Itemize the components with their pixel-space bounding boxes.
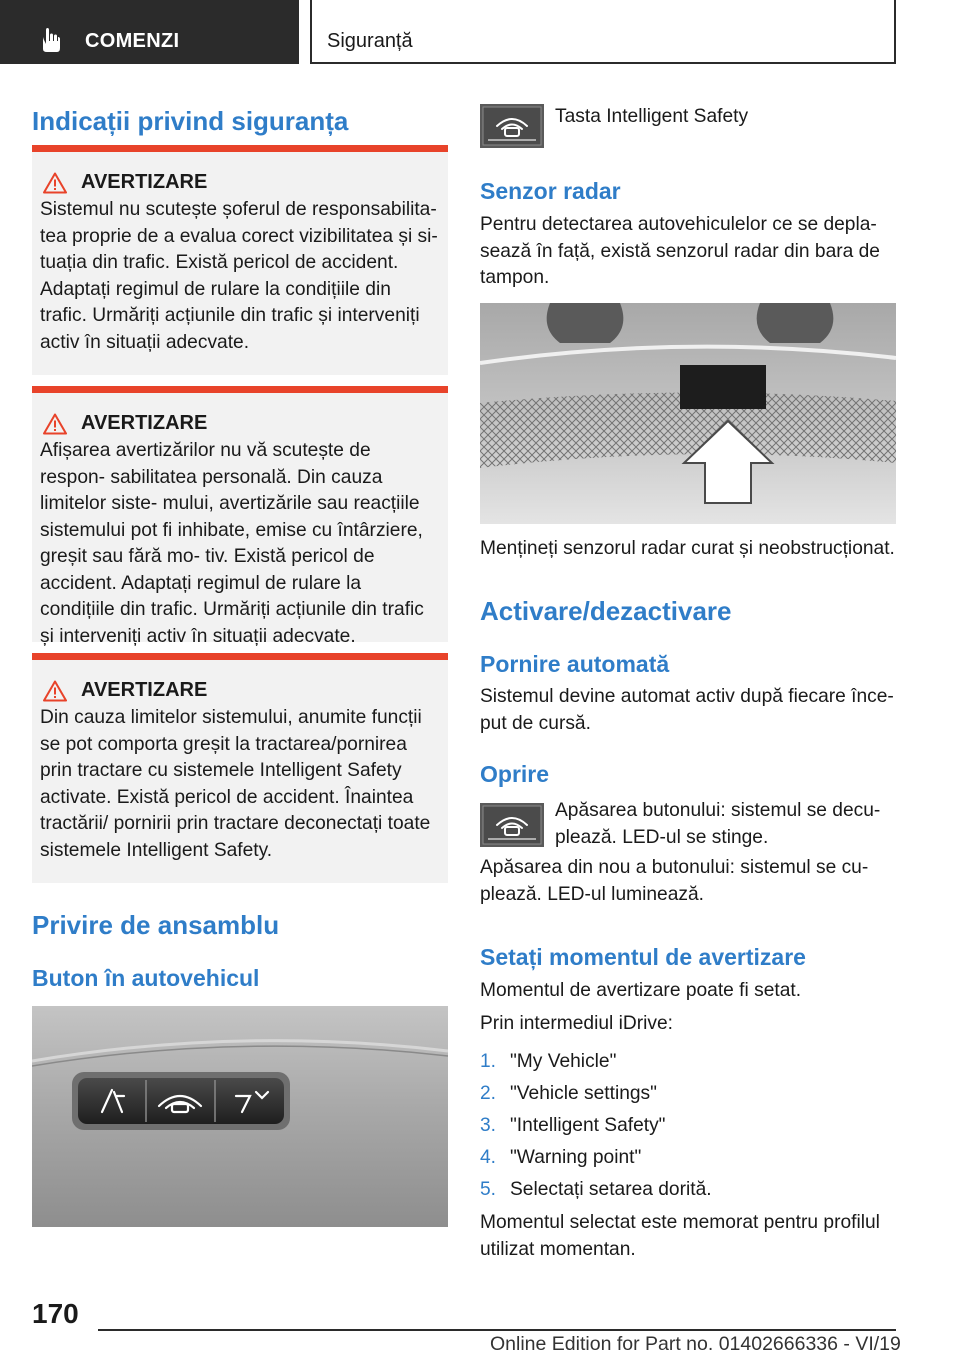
list-item: 4. "Warning point" — [480, 1147, 642, 1168]
radar-heading: Senzor radar — [480, 178, 621, 204]
autostart-text: Sistemul devine automat activ după fiecare înce- put de cursă. — [480, 686, 894, 734]
chapter-tab — [310, 0, 896, 64]
warning-label: AVERTIZARE — [81, 171, 208, 193]
button-subheading: Buton în autovehicul — [32, 965, 260, 991]
warning-triangle-icon — [43, 172, 67, 194]
footer-divider — [98, 1329, 896, 1331]
warning-text: Sistemul nu scutește șoferul de responsabilita- tea proprie de a evalua corect vizibilitatea și si- tuația din trafic. Există pericol de accident. Adaptați regimul de rulare la condițiile din trafic. Urmăriți acțiunile din trafic și interveniți activ în situații adecvate. — [40, 199, 438, 353]
off-heading: Oprire — [480, 761, 550, 787]
off-text-2: Apăsarea din nou a butonului: sistemul se cu- plează. LED-ul luminează. — [480, 857, 869, 905]
page-number: 170 — [32, 1298, 79, 1329]
warntime-text-1: Momentul de avertizare poate fi setat. — [480, 980, 802, 1001]
warning-box-3 — [32, 653, 448, 883]
radar-sensor-image — [480, 303, 896, 524]
autostart-heading: Pornire automată — [480, 651, 670, 677]
warning-text: Afișarea avertizărilor nu vă scutește de respon- sabilitatea personală. Din cauza limitelor siste- mului, avertizările sau reacțiile sistemului pot fi inhibate, emise cu întârziere, greșit sau fără mo- tiv. Există pericol de accident. Adaptați regimul de rulare la condițiile din trafic. Urmăriți acțiunile din trafic și interveniți activ în situații adecvate. — [40, 440, 424, 647]
activation-heading: Activare/dezactivare — [480, 596, 732, 626]
idrive-steps — [480, 1046, 900, 1206]
intelligent-safety-button-icon — [480, 803, 544, 847]
warning-box-1 — [32, 145, 448, 375]
page-title: Indicații privind siguranța — [32, 106, 349, 136]
list-item: 2. "Vehicle settings" — [480, 1083, 657, 1104]
warning-box-2 — [32, 386, 448, 647]
final-text: Momentul selectat este memorat pentru profilul utilizat momentan. — [480, 1212, 880, 1260]
warning-label: AVERTIZARE — [81, 679, 208, 701]
list-item: 3. "Intelligent Safety" — [480, 1115, 666, 1136]
warning-text: Din cauza limitelor sistemului, anumite funcții se pot comporta greșit la tractarea/pornirea prin tractare cu sistemele Intelligent Safety activate. Există pericol de accident. Înaintea tractării/ pornirii prin tractare deconectați toate sistemele Intelligent Safety. — [40, 707, 431, 861]
section-label: COMENZI — [85, 30, 180, 52]
list-item: 1. "My Vehicle" — [480, 1051, 617, 1072]
hand-pointer-icon — [38, 27, 64, 53]
button-caption: Tasta Intelligent Safety — [555, 106, 749, 127]
overview-heading: Privire de ansamblu — [32, 910, 280, 940]
list-item: 5. Selectați setarea dorită. — [480, 1179, 712, 1200]
warning-triangle-icon — [43, 413, 67, 435]
warning-triangle-icon — [43, 680, 67, 702]
radar-text: Pentru detectarea autovehiculelor ce se depla- sează în față, există senzorul radar din bara de tampon. — [480, 214, 880, 288]
chapter-label: Siguranță — [327, 30, 413, 52]
section-tab — [0, 0, 299, 64]
off-text-1: Apăsarea butonului: sistemul se decu- plează. LED-ul se stinge. — [555, 800, 881, 848]
warntime-text-2: Prin intermediul iDrive: — [480, 1013, 673, 1034]
radar-caption: Mențineți senzorul radar curat și neobstrucționat. — [480, 538, 895, 559]
intelligent-safety-button-icon — [480, 104, 544, 148]
warning-label: AVERTIZARE — [81, 412, 208, 434]
edition-note: Online Edition for Part no. 01402666336 - VI/19 — [490, 1333, 901, 1355]
warntime-heading: Setați momentul de avertizare — [480, 944, 806, 970]
button-panel-image — [32, 1006, 448, 1227]
